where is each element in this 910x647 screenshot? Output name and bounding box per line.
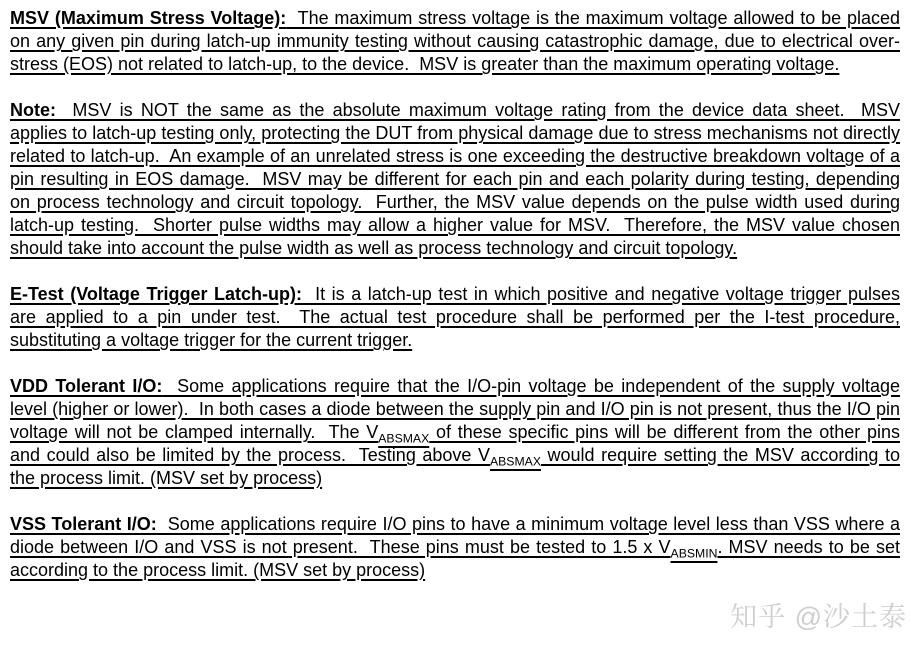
body-text: The maximum stress voltage is the maximum voltage allowed to be placed on any given pin during latch-up immunity testing without causing catastrophic damage, due to electrical over-stress (EOS) not related to latch-up, to the device. MSV is greater than the maximum operating voltage. — [10, 8, 900, 74]
document-body — [10, 7, 900, 582]
body-text: would require setting the MSV according to the process limit. (MSV set by process) — [10, 445, 901, 488]
paragraph — [10, 283, 900, 352]
body-text: Some applications require that the I/O-pin voltage be independent of the supply voltage level (higher or lower). In both cases a diode between the supply pin and I/O pin is not present, thus the I/O pin voltage will not be clamped internally. The V — [10, 376, 900, 442]
subscript-text: ABSMIN — [670, 546, 718, 561]
subscript-text: ABSMAX — [378, 431, 430, 446]
body-text: MSV is NOT the same as the absolute maximum voltage rating from the device data sheet. MSV applies to latch-up testing only, protecting the DUT from physical damage due to stress mechanisms not directly related to latch-up. An example of an unrelated stress is one exceeding the destructive breakdown voltage of a pin resulting in EOS damage. MSV may be different for each pin and each polarity during testing, depending on process technology and circuit topology. Further, the MSV value depends on the pulse width used during latch-up testing. Shorter pulse widths may allow a higher value for MSV. Therefore, the MSV value chosen should take into account the pulse width as well as process technology and circuit topology. — [10, 100, 900, 258]
zhihu-watermark: 知乎 @沙土泰 — [730, 602, 907, 632]
body-text: . MSV needs to be set according to the process limit. (MSV set by process) — [10, 537, 900, 580]
body-text: It is a latch-up test in which positive and negative voltage trigger pulses are applied to a pin under test. The actual test procedure shall be performed per the I-test procedure, substituting a voltage trigger for the current trigger. — [10, 284, 900, 350]
paragraph-heading: VSS Tolerant I/O: — [10, 514, 157, 534]
body-text: Some applications require I/O pins to have a minimum voltage level less than VSS where a diode between I/O and VSS is not present. These pins must be tested to 1.5 x V — [10, 514, 900, 557]
paragraph — [10, 513, 900, 582]
body-text: of these specific pins will be different from the other pins and could also be limited by the process. Testing above V — [10, 422, 901, 465]
paragraph — [10, 7, 900, 76]
paragraph-heading: VDD Tolerant I/O: — [10, 376, 163, 396]
paragraph-heading: Note: — [10, 100, 56, 120]
paragraph-heading: MSV (Maximum Stress Voltage): — [10, 8, 287, 28]
paragraph-heading: E-Test (Voltage Trigger Latch-up): — [10, 284, 302, 304]
paragraph — [10, 375, 900, 490]
paragraph — [10, 99, 900, 260]
subscript-text: ABSMAX — [489, 454, 541, 469]
